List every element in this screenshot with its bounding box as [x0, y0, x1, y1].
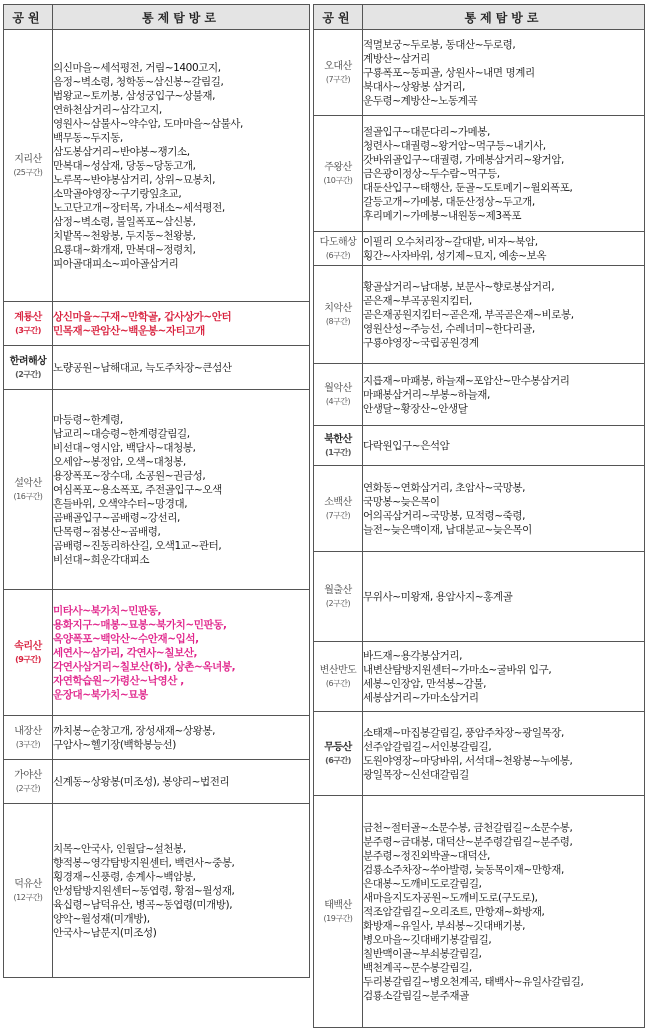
- routes-column-header: 통제탐방로: [363, 5, 645, 30]
- route-line: 대둔산입구~태행산, 둔골~도토메기~월외폭포,: [363, 181, 573, 194]
- header-row: [4, 5, 310, 30]
- route-line: 안생달~황장산~안생달: [363, 402, 468, 415]
- section-count: (6구간): [325, 250, 351, 260]
- park-name: 무등산: [324, 741, 352, 753]
- route-line: 흔들바위, 오색약수터~망경대,: [53, 497, 188, 510]
- park-row: [4, 346, 310, 390]
- route-line: 선주암갈림길~서인봉갈림길,: [363, 740, 492, 753]
- park-row: [314, 266, 645, 364]
- routes-cell: [363, 466, 645, 552]
- route-line: 곧은재공원지킴터~곧은재, 부곡곧은재~비로봉,: [363, 308, 574, 321]
- route-line: 미타사~북가치~민판동,: [53, 604, 162, 617]
- route-line: 각연사삼거리~칠보산(하), 상촌~옥녀봉,: [53, 660, 236, 673]
- route-line: 세봉~인장암, 만석봉~감불,: [363, 677, 487, 690]
- route-line: 광일목장~신선대갈림길: [363, 768, 469, 781]
- park-name: 가야산: [14, 769, 42, 781]
- route-line: 남교리~대승령~한계령갈림길,: [53, 427, 190, 440]
- park-name-cell: [4, 30, 53, 302]
- section-count: (2구간): [15, 369, 41, 379]
- park-name: 변산반도: [319, 664, 357, 676]
- park-name-cell: [314, 426, 363, 466]
- park-row: [314, 364, 645, 426]
- route-line: 마등령~한계령,: [53, 413, 123, 426]
- park-name: 한려해상: [9, 355, 47, 367]
- park-name-cell: [4, 346, 53, 390]
- route-line: 횡간~사자바위, 성기제~묘지, 예송~보옥: [363, 249, 547, 262]
- left-route-table: [3, 4, 310, 978]
- park-name-cell: [4, 590, 53, 716]
- route-line: 연하천삼거리~삼각고지,: [53, 103, 162, 116]
- route-line: 백무동~두지동,: [53, 131, 123, 144]
- section-count: (6구간): [325, 755, 351, 765]
- route-line: 적조암갈림길~오리조트, 만항재~화방재,: [363, 905, 545, 918]
- park-row: [4, 590, 310, 716]
- header-row: [314, 5, 645, 30]
- route-line: 운두령~계방산~노동계곡: [363, 94, 478, 107]
- route-line: 삼정~벽소령, 불일폭포~삼신봉,: [53, 215, 196, 228]
- route-line: 신계동~상왕봉(미조성), 봉양리~법전리: [53, 775, 230, 788]
- route-line: 화방재~유일사, 부쇠봉~깃대배기봉,: [363, 919, 526, 932]
- section-count: (25구간): [13, 167, 43, 177]
- park-row: [4, 716, 310, 760]
- park-name-cell: [314, 266, 363, 364]
- section-count: (3구간): [15, 739, 41, 749]
- route-line: 국망봉~늦은목이: [363, 495, 440, 508]
- route-line: 금은광이정상~두수람~먹구등,: [363, 167, 500, 180]
- routes-cell: [363, 232, 645, 266]
- route-line: 은대봉~도깨비도로갈림길,: [363, 877, 482, 890]
- park-name: 월악산: [324, 382, 352, 394]
- route-line: 칠반맥이골~부쇠봉갈림길,: [363, 947, 482, 960]
- routes-cell: [53, 346, 310, 390]
- route-line: 지릅재~마패봉, 하늘재~포암산~만수봉삼거리: [363, 374, 570, 387]
- routes-cell: [363, 364, 645, 426]
- route-line: 북대사~상왕봉 삼거리,: [363, 80, 465, 93]
- route-line: 영원산성~주능선, 수레너미~한다리골,: [363, 322, 535, 335]
- route-line: 청련사~대궐령~왕거암~먹구등~내기사,: [363, 139, 546, 152]
- park-name-cell: [314, 712, 363, 796]
- section-count: (2구간): [15, 783, 41, 793]
- routes-cell: [53, 804, 310, 978]
- park-name-cell: [4, 716, 53, 760]
- route-line: 양악~월성재(미개방),: [53, 912, 150, 925]
- route-line: 운장대~북가치~묘봉: [53, 688, 148, 701]
- route-line: 병오마을~깃대배기봉갈림길,: [363, 933, 492, 946]
- park-name: 설악산: [14, 477, 42, 489]
- route-line: 절골입구~대문다리~가메봉,: [363, 125, 490, 138]
- routes-cell: [53, 30, 310, 302]
- route-line: 소막골야영장~구기랑잎초교,: [53, 187, 182, 200]
- park-row: [4, 804, 310, 978]
- routes-cell: [363, 266, 645, 364]
- route-line: 자연학습원~가령산~낙영산 ,: [53, 674, 184, 687]
- route-line: 여심폭포~용소폭포, 주전골입구~오색: [53, 483, 222, 496]
- route-line: 구룡야영장~국립공원경계: [363, 336, 479, 349]
- route-line: 바드재~용각봉삼거리,: [363, 649, 463, 662]
- park-name: 내장산: [14, 725, 42, 737]
- section-count: (10구간): [323, 175, 353, 185]
- route-line: 도원야영장~마당바위, 서석대~천왕봉~누에봉,: [363, 754, 573, 767]
- section-count: (7구간): [325, 74, 351, 84]
- route-line: 내변산탐방지원센터~가마소~굴바위 입구,: [363, 663, 552, 676]
- route-line: 피아골대피소~피아골삼거리: [53, 257, 179, 270]
- route-line: 계방산~삼거리: [363, 52, 430, 65]
- routes-cell: [53, 302, 310, 346]
- route-line: 의신마을~세석평전, 거림~1400고지,: [53, 61, 221, 74]
- park-name: 치악산: [324, 302, 352, 314]
- route-line: 영원사~삼불사~약수암, 도마마을~삼불사,: [53, 117, 243, 130]
- section-count: (2구간): [325, 598, 351, 608]
- park-name: 북한산: [324, 433, 352, 445]
- routes-cell: [53, 390, 310, 590]
- route-line: 곧은재~부곡공원지킴터,: [363, 294, 472, 307]
- park-name: 태백산: [324, 899, 352, 911]
- park-name-cell: [4, 390, 53, 590]
- route-line: 후리메기~가메봉~내원동~제3폭포: [363, 209, 522, 222]
- route-line: 황골삼거리~남대봉, 보문사~향로봉삼거리,: [363, 280, 555, 293]
- park-column-header: 공원: [314, 5, 363, 30]
- park-row: [314, 712, 645, 796]
- route-line: 다락원입구~은석암: [363, 439, 450, 452]
- park-row: [314, 466, 645, 552]
- route-line: 까치봉~순창고개, 장성새재~상왕봉,: [53, 724, 216, 737]
- route-line: 분주령~금대봉, 대덕산~분주령갈림길~분주령,: [363, 835, 573, 848]
- route-line: 소태재~마집봉갈림길, 풍암주차장~광일목장,: [363, 726, 564, 739]
- route-line: 향적봉~영각탐방지원센터, 백련사~중봉,: [53, 856, 235, 869]
- routes-cell: [53, 590, 310, 716]
- route-line: 안국사~남문지(미조성): [53, 926, 157, 939]
- route-line: 옥양폭포~백악산~수안재~입석,: [53, 632, 199, 645]
- route-line: 검룡소주차장~쑤아발령, 늦동목이재~만항재,: [363, 863, 564, 876]
- routes-cell: [363, 796, 645, 1028]
- park-name: 계룡산: [14, 311, 42, 323]
- park-row: [314, 426, 645, 466]
- route-line: 검룡소갈림길~분주재골: [363, 989, 469, 1002]
- route-line: 만복대~성삼재, 당동~당동고개,: [53, 159, 196, 172]
- route-line: 연화동~연화삼거리, 초암사~국망봉,: [363, 481, 526, 494]
- park-name: 소백산: [324, 496, 352, 508]
- section-count: (7구간): [325, 510, 351, 520]
- park-name: 덕유산: [14, 878, 42, 890]
- park-name-cell: [314, 552, 363, 642]
- section-count: (9구간): [15, 654, 41, 664]
- section-count: (4구간): [325, 396, 351, 406]
- route-line: 곰배골입구~곰배령~강선리,: [53, 511, 180, 524]
- section-count: (12구간): [13, 892, 43, 902]
- park-name: 월출산: [324, 584, 352, 596]
- routes-cell: [53, 716, 310, 760]
- route-line: 분주령~정진외박골~대덕산,: [363, 849, 490, 862]
- park-row: [4, 302, 310, 346]
- park-name-cell: [314, 30, 363, 116]
- park-row: [4, 30, 310, 302]
- park-name-cell: [4, 804, 53, 978]
- park-row: [4, 390, 310, 590]
- park-row: [314, 116, 645, 232]
- route-line: 범왕교~토끼봉, 삼성궁입구~상불재,: [53, 89, 216, 102]
- routes-cell: [53, 760, 310, 804]
- route-line: 구룡폭포~동피골, 상원사~내면 명계리: [363, 66, 535, 79]
- route-line: 백천계곡~문수봉갈림길,: [363, 961, 472, 974]
- park-name: 다도해상: [319, 236, 357, 248]
- routes-cell: [363, 426, 645, 466]
- route-line: 안성탐방지원센터~동엽령, 황점~월성재,: [53, 884, 235, 897]
- routes-column-header: 통제탐방로: [53, 5, 310, 30]
- section-count: (19구간): [323, 913, 353, 923]
- section-count: (6구간): [325, 678, 351, 688]
- section-count: (16구간): [13, 491, 43, 501]
- park-row: [314, 642, 645, 712]
- park-name-cell: [314, 466, 363, 552]
- park-column-header: 공원: [4, 5, 53, 30]
- routes-cell: [363, 712, 645, 796]
- route-line: 삼도봉삼거리~반야봉~쟁기소,: [53, 145, 190, 158]
- route-line: 마패봉삼거리~부봉~하늘재,: [363, 388, 490, 401]
- route-line: 두리봉갈림길~병오천계곡, 태백사~유일사갈림길,: [363, 975, 584, 988]
- route-line: 세봉삼거리~가마소삼거리: [363, 691, 479, 704]
- park-name-cell: [314, 364, 363, 426]
- route-line: 노루목~반야봉삼거리, 상위~묘봉치,: [53, 173, 216, 186]
- route-line: 비선대~영시암, 백담사~대청봉,: [53, 441, 196, 454]
- right-table-body: [314, 30, 645, 1028]
- route-line: 어의곡삼거리~국망봉, 묘적령~죽령,: [363, 509, 526, 522]
- route-line: 노량공원~남해대교, 늑도주차장~큰섬산: [53, 361, 232, 374]
- route-line: 요룡대~화개재, 만복대~정령치,: [53, 243, 196, 256]
- routes-cell: [363, 642, 645, 712]
- route-line: 용장폭포~장수대, 소공원~권금성,: [53, 469, 206, 482]
- park-row: [4, 760, 310, 804]
- route-line: 치밭목~천왕봉, 두지동~천왕봉,: [53, 229, 196, 242]
- route-line: 비선대~희운각대피소: [53, 553, 150, 566]
- park-row: [314, 796, 645, 1028]
- park-name-cell: [4, 302, 53, 346]
- route-line: 치목~안국사, 인월담~설천봉,: [53, 842, 186, 855]
- park-row: [314, 552, 645, 642]
- park-name-cell: [314, 232, 363, 266]
- routes-cell: [363, 30, 645, 116]
- route-line: 새마을지도자공원~도깨비도로(구도로),: [363, 891, 538, 904]
- park-name-cell: [4, 760, 53, 804]
- park-name-cell: [314, 642, 363, 712]
- route-line: 음정~벽소령, 청학동~삼신봉~갈림길,: [53, 75, 224, 88]
- route-line: 적멸보궁~두로봉, 동대산~두로령,: [363, 38, 516, 51]
- routes-cell: [363, 552, 645, 642]
- route-line: 노고단고개~장터목, 가내소~세석평전,: [53, 201, 225, 214]
- route-line: 세연사~삼가리, 각연사~칠보산,: [53, 646, 198, 659]
- park-name: 속리산: [14, 640, 42, 652]
- route-line: 무위사~미왕재, 용암사지~홍계골: [363, 590, 513, 603]
- route-line: 횡경재~신풍령, 송계사~백암봉,: [53, 870, 196, 883]
- route-line: 육십령~남덕유산, 병곡~동엽령(미개방),: [53, 898, 233, 911]
- section-count: (8구간): [325, 316, 351, 326]
- route-line: 상신마을~구재~만학골, 갑사상가~안터: [53, 310, 232, 323]
- route-line: 금천~절터골~소문수봉, 금천갈림길~소문수봉,: [363, 821, 573, 834]
- route-line: 오세암~봉정암, 오색~대청봉,: [53, 455, 186, 468]
- route-line: 갈등고개~가메봉, 대둔산정상~두고개,: [363, 195, 535, 208]
- right-route-table: [313, 4, 645, 1028]
- park-name-cell: [314, 116, 363, 232]
- section-count: (3구간): [15, 325, 41, 335]
- park-name: 지리산: [14, 153, 42, 165]
- park-row: [314, 232, 645, 266]
- route-line: 늘전~늦은맥이재, 남대분교~늦은목이: [363, 523, 532, 536]
- park-name: 오대산: [324, 60, 352, 72]
- park-row: [314, 30, 645, 116]
- park-name: 주왕산: [324, 161, 352, 173]
- routes-cell: [363, 116, 645, 232]
- route-line: 단목령~점봉산~곰배령,: [53, 525, 161, 538]
- left-table-body: [4, 30, 310, 978]
- route-line: 구암사~헬기장(백학봉능선): [53, 738, 176, 751]
- park-name-cell: [314, 796, 363, 1028]
- route-line: 민목재~관암산~백운봉~자티고개: [53, 324, 205, 337]
- route-line: 이필리 오수처리장~갈대밭, 비자~북암,: [363, 235, 538, 248]
- route-line: 용화지구~매봉~묘봉~북가치~민판동,: [53, 618, 227, 631]
- route-line: 갓바위골입구~대궐령, 가메봉삼거리~왕거암,: [363, 153, 564, 166]
- route-line: 곰배령~진동리하산길, 오색1교~관터,: [53, 539, 222, 552]
- section-count: (1구간): [325, 447, 351, 457]
